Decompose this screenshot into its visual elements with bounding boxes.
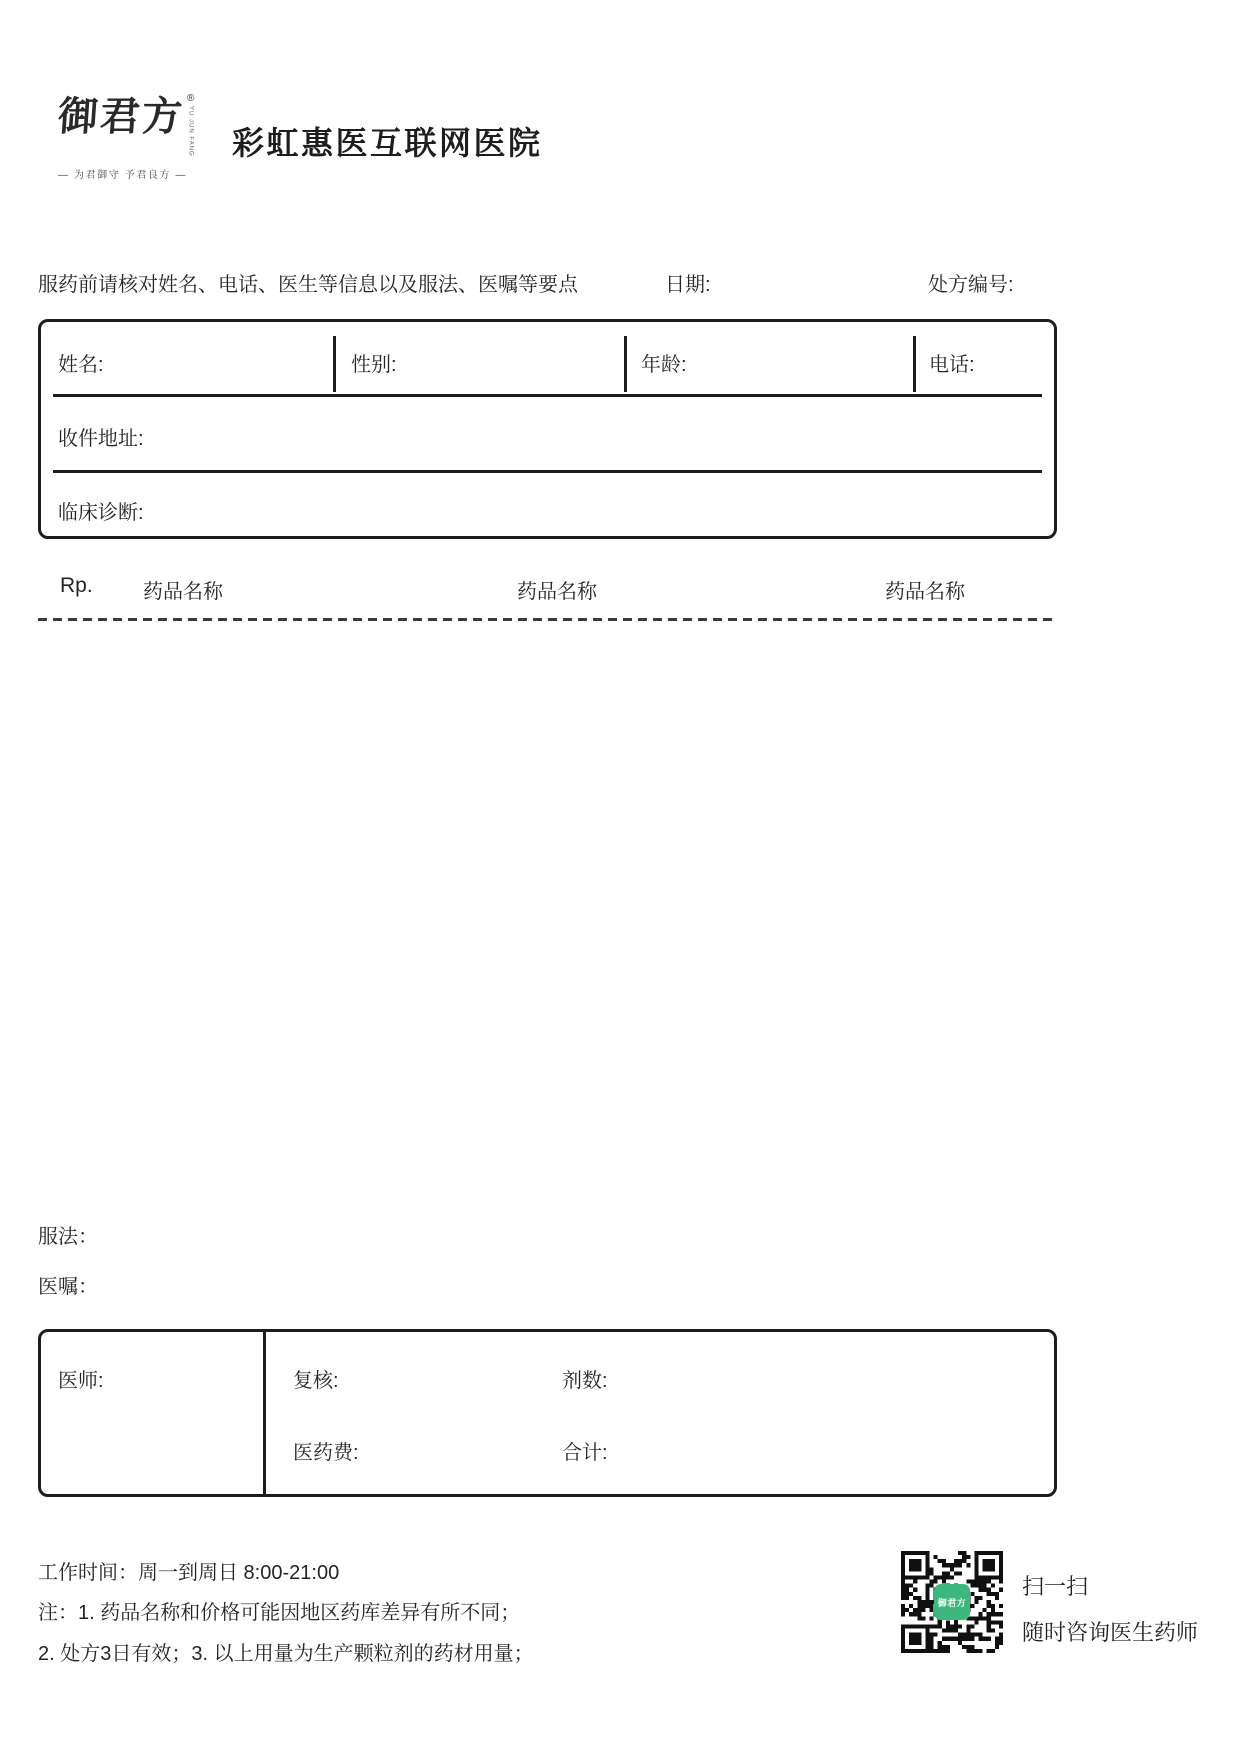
patient-address-label: 收件地址: — [58, 428, 144, 450]
dose-count-label: 剂数: — [562, 1370, 608, 1392]
qr-scan-description: 随时咨询医生药师 — [1022, 1620, 1199, 1645]
check-reminder-text: 服药前请核对姓名、电话、医生等信息以及服法、医嘱等要点 — [38, 274, 578, 296]
rp-label: Rp. — [60, 574, 93, 597]
patient-age-label: 年龄: — [641, 354, 687, 376]
drug-name-column-1: 药品名称 — [143, 581, 223, 603]
brand-logo-pinyin: YU JUN FANG — [187, 106, 194, 157]
patient-phone-label: 电话: — [929, 354, 975, 376]
signature-box — [38, 1329, 1057, 1497]
date-label: 日期: — [665, 274, 711, 296]
note-line-1: 注：1. 药品名称和价格可能因地区药库差异有所不同； — [38, 1602, 521, 1624]
patient-info-box — [38, 319, 1057, 539]
drug-name-column-2: 药品名称 — [517, 581, 597, 603]
medicine-fee-label: 医药费: — [293, 1442, 359, 1464]
rx-number-label: 处方编号: — [928, 274, 1014, 296]
hospital-name: 彩虹惠医互联网医院 — [232, 125, 543, 161]
brand-tagline: — 为君御守 予君良方 — — [58, 169, 188, 181]
usage-label: 服法： — [38, 1226, 98, 1248]
patient-name-label: 姓名: — [58, 354, 104, 376]
review-label: 复核: — [293, 1370, 339, 1392]
registered-trademark-icon: ® — [187, 93, 195, 104]
patient-box-divider-3 — [913, 336, 916, 392]
total-label: 合计: — [562, 1442, 608, 1464]
patient-diagnosis-label: 临床诊断: — [58, 502, 144, 524]
qr-center-logo: 御君方 — [934, 1584, 970, 1620]
note-line-2: 2. 处方3日有效；3. 以上用量为生产颗粒剂的药材用量； — [38, 1643, 534, 1665]
patient-box-divider-2 — [624, 336, 627, 392]
patient-box-divider-1 — [333, 336, 336, 392]
brand-logo-text: 御君方 — [56, 93, 186, 140]
rp-dashed-separator — [38, 618, 1057, 621]
drug-name-column-3: 药品名称 — [885, 581, 965, 603]
brand-logo — [56, 93, 208, 181]
advice-label: 医嘱： — [38, 1276, 98, 1298]
signature-box-divider — [263, 1332, 266, 1494]
working-hours-text: 工作时间：周一到周日 8:00-21:00 — [38, 1562, 340, 1584]
patient-box-rule-1 — [53, 394, 1042, 397]
patient-gender-label: 性别: — [351, 354, 397, 376]
qr-scan-label: 扫一扫 — [1022, 1574, 1089, 1599]
doctor-label: 医师: — [58, 1370, 104, 1392]
patient-box-rule-2 — [53, 470, 1042, 473]
qr-code — [901, 1551, 1003, 1653]
